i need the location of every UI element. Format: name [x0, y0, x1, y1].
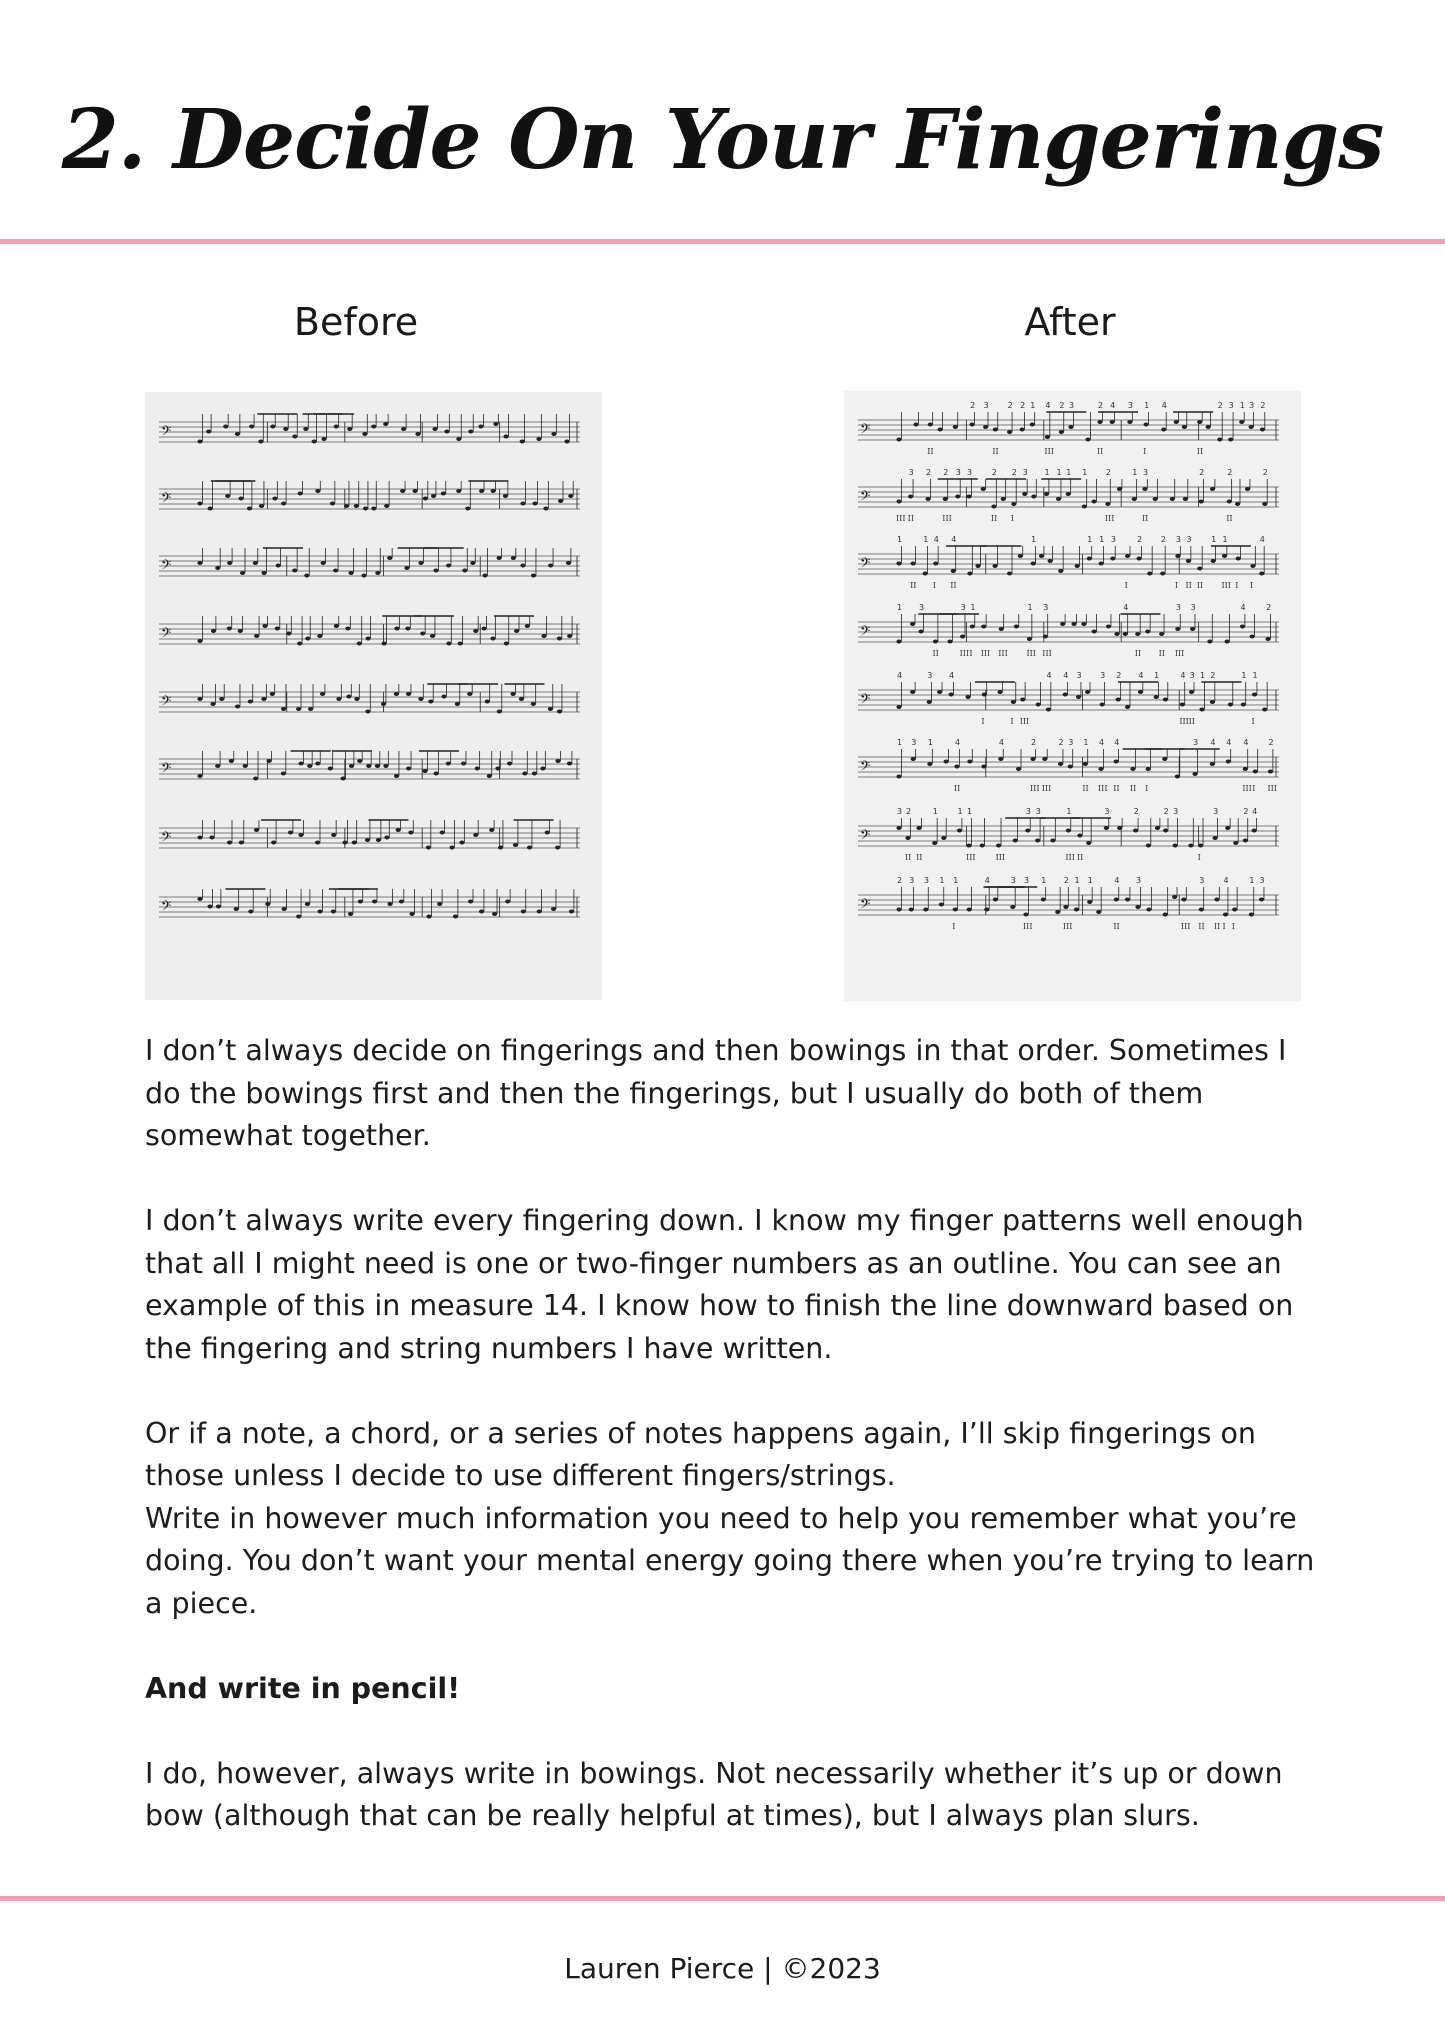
svg-text:3: 3 [1213, 807, 1219, 816]
svg-text:2: 2 [1137, 535, 1143, 544]
svg-text:2: 2 [1243, 807, 1249, 816]
svg-text:2: 2 [1020, 401, 1026, 410]
svg-text:1: 1 [897, 738, 903, 747]
svg-text:3: 3 [955, 468, 961, 477]
svg-text:3: 3 [1186, 535, 1192, 544]
svg-text:1: 1 [1030, 401, 1036, 410]
svg-text:I: I [1124, 581, 1128, 590]
svg-text:II: II [953, 784, 961, 793]
svg-text:4: 4 [1110, 401, 1116, 410]
staff [159, 481, 580, 511]
svg-text:1: 1 [1041, 876, 1047, 885]
svg-text:1: 1 [1074, 876, 1080, 885]
svg-text:𝄢: 𝄢 [161, 625, 172, 644]
svg-text:I: I [1174, 581, 1179, 590]
svg-text:II: II [1213, 922, 1221, 931]
svg-text:III: III [1221, 581, 1231, 590]
svg-text:III: III [966, 853, 976, 862]
svg-text:2: 2 [1160, 535, 1166, 544]
svg-text:2: 2 [1059, 401, 1065, 410]
svg-text:2: 2 [1011, 468, 1017, 477]
svg-text:3: 3 [1127, 401, 1133, 410]
svg-text:3: 3 [1022, 468, 1028, 477]
svg-text:III: III [1179, 717, 1189, 726]
svg-text:I: I [1249, 581, 1254, 590]
svg-text:II: II [927, 447, 934, 456]
svg-text:II: II [1226, 514, 1233, 523]
svg-text:1: 1 [1249, 876, 1255, 885]
svg-text:3: 3 [1104, 807, 1110, 816]
svg-text:II: II [990, 514, 998, 523]
svg-text:1: 1 [1211, 535, 1217, 544]
after-label: After [1024, 300, 1116, 344]
annotated-sheet-music-icon [844, 390, 1301, 1002]
svg-text:3: 3 [960, 603, 966, 612]
svg-text:4: 4 [1259, 535, 1265, 544]
svg-text:II: II [1198, 922, 1205, 931]
svg-text:2: 2 [897, 876, 903, 885]
svg-text:1: 1 [1144, 401, 1150, 410]
svg-text:II: II [1134, 649, 1142, 658]
svg-text:II: II [932, 649, 939, 658]
svg-text:III: III [1180, 922, 1191, 931]
svg-text:𝄢: 𝄢 [161, 760, 172, 779]
svg-text:3: 3 [1110, 535, 1116, 544]
svg-text:3: 3 [1173, 807, 1179, 816]
svg-text:II: II [1196, 581, 1204, 590]
svg-text:𝄢: 𝄢 [161, 490, 172, 509]
svg-text:I: I [1252, 784, 1256, 793]
staff [858, 468, 1279, 523]
svg-text:4: 4 [951, 535, 957, 544]
svg-text:4: 4 [933, 535, 939, 544]
svg-text:II: II [904, 853, 912, 862]
sheet-music-icon [145, 392, 602, 1000]
svg-text:II: II [1158, 649, 1165, 658]
svg-text:𝄢: 𝄢 [860, 758, 871, 777]
svg-text:2: 2 [970, 401, 976, 410]
svg-text:3: 3 [897, 807, 903, 816]
svg-text:𝄢: 𝄢 [860, 827, 871, 846]
svg-text:3: 3 [983, 401, 989, 410]
svg-text:1: 1 [1200, 671, 1206, 680]
svg-text:1: 1 [939, 876, 945, 885]
svg-text:2: 2 [1063, 876, 1070, 885]
top-divider [0, 239, 1445, 244]
svg-text:3: 3 [1024, 876, 1030, 885]
svg-text:𝄢: 𝄢 [860, 488, 871, 507]
svg-text:I: I [1143, 447, 1147, 456]
svg-text:II: II [1141, 514, 1149, 523]
svg-text:III: III [1026, 649, 1036, 658]
bottom-divider [0, 1896, 1445, 1901]
svg-text:II: II [1113, 922, 1120, 931]
svg-text:4: 4 [1252, 807, 1258, 816]
svg-text:I: I [1145, 784, 1149, 793]
paragraph-4: Write in however much information you need to help you remember what you’re doing. You don’t want your mental energy going there when you’re trying to learn a piece. [145, 1501, 1315, 1620]
svg-text:4: 4 [1240, 603, 1246, 612]
svg-text:4: 4 [1099, 738, 1105, 747]
svg-text:1: 1 [1087, 876, 1093, 885]
body-text [145, 1030, 1325, 1880]
svg-text:II: II [950, 581, 957, 590]
svg-text:2: 2 [1266, 603, 1272, 612]
svg-text:1: 1 [1252, 671, 1258, 680]
svg-text:1: 1 [1056, 468, 1062, 477]
svg-text:𝄢: 𝄢 [860, 421, 871, 440]
before-label: Before [293, 300, 419, 344]
svg-text:I: I [1251, 717, 1255, 726]
svg-text:I: I [1235, 581, 1239, 590]
svg-text:4: 4 [897, 671, 903, 680]
svg-text:2: 2 [1217, 401, 1223, 410]
svg-text:I: I [981, 717, 985, 726]
svg-text:𝄢: 𝄢 [860, 555, 871, 574]
svg-text:3: 3 [909, 876, 915, 885]
svg-text:2: 2 [991, 468, 998, 477]
svg-text:III: III [1030, 784, 1040, 793]
svg-text:4: 4 [1045, 401, 1051, 410]
svg-text:I: I [1010, 514, 1014, 523]
svg-text:III: III [1098, 784, 1108, 793]
svg-text:𝄢: 𝄢 [161, 557, 172, 576]
svg-text:II: II [1082, 784, 1089, 793]
svg-text:4: 4 [1180, 671, 1186, 680]
svg-text:2: 2 [1260, 401, 1266, 410]
staff [858, 671, 1279, 726]
svg-text:2: 2 [1097, 401, 1104, 410]
svg-text:II: II [1113, 784, 1120, 793]
svg-text:3: 3 [1142, 468, 1149, 477]
svg-text:1: 1 [897, 535, 903, 544]
svg-text:3: 3 [911, 738, 917, 747]
svg-text:𝄢: 𝄢 [860, 896, 871, 915]
svg-text:1: 1 [1082, 468, 1088, 477]
svg-text:3: 3 [1175, 603, 1181, 612]
svg-text:4: 4 [1114, 876, 1120, 885]
svg-text:III: III [980, 649, 991, 658]
paragraph-2: I don’t always write every fingering down. I know my finger patterns well enough that all I might need is one or two-finger numbers as an outline. You can see an example of this in measure 14. I know how to finish the line downward based on the fingering and string numbers I have written. [145, 1204, 1304, 1365]
svg-text:3: 3 [919, 603, 925, 612]
svg-text:III: III [1267, 784, 1277, 793]
svg-text:3: 3 [1228, 401, 1234, 410]
svg-text:III: III [1023, 922, 1033, 931]
svg-text:3: 3 [1193, 738, 1199, 747]
svg-text:3: 3 [1189, 671, 1195, 680]
svg-text:III: III [1062, 922, 1073, 931]
svg-text:𝄢: 𝄢 [161, 423, 172, 442]
svg-text:III: III [1041, 784, 1052, 793]
svg-text:1: 1 [932, 807, 938, 816]
svg-text:1: 1 [1239, 401, 1245, 410]
svg-text:2: 2 [1133, 807, 1139, 816]
staff [858, 738, 1279, 793]
svg-text:I: I [1222, 922, 1226, 931]
svg-text:1: 1 [1083, 738, 1089, 747]
staff [159, 684, 580, 714]
svg-text:1: 1 [927, 738, 933, 747]
svg-text:1: 1 [1027, 603, 1033, 612]
svg-text:4: 4 [984, 876, 990, 885]
paragraph-5-emphasis: And write in pencil! [145, 1671, 461, 1705]
svg-text:4: 4 [1063, 671, 1069, 680]
svg-text:2: 2 [1262, 468, 1268, 477]
svg-text:2: 2 [926, 468, 932, 477]
svg-text:1: 1 [1241, 671, 1247, 680]
svg-text:III: III [1242, 784, 1252, 793]
paragraph-1: I don’t always decide on fingerings and then bowings in that order. Sometimes I do the bowings first and then the fingerings, but I usually do both of them somewhat together. [145, 1034, 1287, 1152]
svg-text:III: III [896, 514, 906, 523]
svg-text:II: II [1196, 447, 1204, 456]
svg-text:3: 3 [1259, 876, 1265, 885]
svg-text:3: 3 [923, 876, 929, 885]
staff [858, 807, 1279, 862]
svg-text:3: 3 [1199, 876, 1205, 885]
svg-text:2: 2 [1163, 807, 1169, 816]
svg-text:2: 2 [1227, 468, 1233, 477]
svg-text:I: I [969, 649, 973, 658]
svg-text:𝄢: 𝄢 [161, 829, 172, 848]
svg-text:II: II [916, 853, 923, 862]
svg-text:II: II [907, 514, 914, 523]
svg-text:II: II [1076, 853, 1084, 862]
svg-text:II: II [992, 447, 999, 456]
svg-text:1: 1 [1222, 535, 1228, 544]
staff [159, 820, 580, 850]
svg-text:3: 3 [1043, 603, 1049, 612]
before-sheet-music-image [145, 392, 602, 1000]
svg-text:III: III [959, 649, 970, 658]
staff [858, 535, 1279, 590]
svg-text:4: 4 [1243, 738, 1249, 747]
svg-text:4: 4 [1114, 738, 1120, 747]
svg-text:1: 1 [923, 535, 929, 544]
staff [159, 751, 580, 781]
svg-text:3: 3 [1100, 671, 1106, 680]
svg-text:2: 2 [1210, 671, 1216, 680]
staff [159, 548, 580, 578]
after-sheet-music-image [844, 390, 1301, 1002]
svg-text:1: 1 [897, 603, 903, 612]
svg-text:III: III [998, 649, 1008, 658]
svg-text:4: 4 [949, 671, 955, 680]
svg-text:3: 3 [1175, 535, 1182, 544]
svg-text:4: 4 [1226, 738, 1232, 747]
svg-text:III: III [1042, 649, 1052, 658]
svg-text:I: I [1197, 853, 1201, 862]
svg-text:𝄢: 𝄢 [161, 693, 172, 712]
svg-text:II: II [1129, 784, 1137, 793]
svg-text:4: 4 [1046, 671, 1052, 680]
svg-text:I: I [932, 581, 936, 590]
svg-text:III: III [995, 853, 1006, 862]
svg-text:1: 1 [1066, 807, 1072, 816]
svg-text:III: III [1174, 649, 1185, 658]
staff [159, 889, 580, 919]
footer-credit: Lauren Pierce | ©2023 [564, 1952, 881, 1985]
svg-text:2: 2 [1058, 738, 1064, 747]
svg-text:III: III [942, 514, 952, 523]
svg-text:4: 4 [1223, 876, 1229, 885]
svg-text:2: 2 [1031, 738, 1037, 747]
svg-text:4: 4 [998, 738, 1004, 747]
svg-text:1: 1 [1154, 671, 1160, 680]
svg-text:3: 3 [1136, 876, 1142, 885]
svg-text:3: 3 [1010, 876, 1016, 885]
svg-text:3: 3 [1025, 807, 1031, 816]
svg-text:4: 4 [1210, 738, 1216, 747]
svg-text:𝄢: 𝄢 [860, 623, 871, 642]
svg-text:1: 1 [1031, 535, 1037, 544]
svg-text:2: 2 [905, 807, 912, 816]
svg-text:1: 1 [1099, 535, 1105, 544]
svg-text:4: 4 [1138, 671, 1144, 680]
svg-text:III: III [1104, 514, 1115, 523]
svg-text:2: 2 [1116, 671, 1122, 680]
svg-text:III: III [1019, 717, 1030, 726]
svg-text:4: 4 [954, 738, 961, 747]
svg-text:III: III [1065, 853, 1075, 862]
svg-text:II: II [1188, 717, 1195, 726]
svg-text:I: I [952, 922, 956, 931]
svg-text:II: II [910, 581, 917, 590]
svg-text:II: II [1096, 447, 1104, 456]
svg-text:2: 2 [943, 468, 949, 477]
svg-text:II: II [1185, 581, 1192, 590]
svg-text:1: 1 [967, 807, 973, 816]
svg-text:I: I [1010, 717, 1014, 726]
svg-text:3: 3 [1076, 671, 1082, 680]
svg-text:3: 3 [908, 468, 914, 477]
svg-text:3: 3 [966, 468, 973, 477]
svg-text:1: 1 [970, 603, 976, 612]
svg-text:1: 1 [1066, 468, 1072, 477]
svg-text:3: 3 [1035, 807, 1041, 816]
svg-text:2: 2 [1268, 738, 1274, 747]
svg-text:3: 3 [1068, 401, 1075, 410]
staff [159, 414, 580, 444]
page-title: 2. Decide On Your Fingerings [61, 92, 1384, 188]
staff [858, 876, 1279, 931]
svg-text:III: III [1044, 447, 1054, 456]
svg-text:𝄢: 𝄢 [860, 691, 871, 710]
svg-text:3: 3 [927, 671, 933, 680]
staff [159, 616, 580, 646]
svg-text:1: 1 [1087, 535, 1093, 544]
svg-text:4: 4 [1123, 603, 1129, 612]
svg-text:1: 1 [953, 876, 959, 885]
staff [858, 401, 1279, 456]
svg-text:2: 2 [1007, 401, 1013, 410]
svg-text:1: 1 [1044, 468, 1050, 477]
paragraph-3: Or if a note, a chord, or a series of notes happens again, I’ll skip fingerings on those unless I decide to use different fingers/strings. [145, 1416, 1256, 1492]
svg-text:1: 1 [1132, 468, 1138, 477]
svg-text:4: 4 [1161, 401, 1167, 410]
svg-text:𝄢: 𝄢 [161, 898, 172, 917]
svg-text:3: 3 [1190, 603, 1196, 612]
svg-text:2: 2 [1199, 468, 1205, 477]
svg-text:2: 2 [1105, 468, 1111, 477]
paragraph-6: I do, however, always write in bowings. Not necessarily whether it’s up or down bow (although that can be really helpful at times), but I always plan slurs. [145, 1756, 1283, 1832]
svg-text:I: I [1231, 922, 1235, 931]
svg-text:1: 1 [957, 807, 963, 816]
svg-text:3: 3 [1068, 738, 1074, 747]
staff [858, 603, 1279, 658]
svg-text:3: 3 [1249, 401, 1255, 410]
